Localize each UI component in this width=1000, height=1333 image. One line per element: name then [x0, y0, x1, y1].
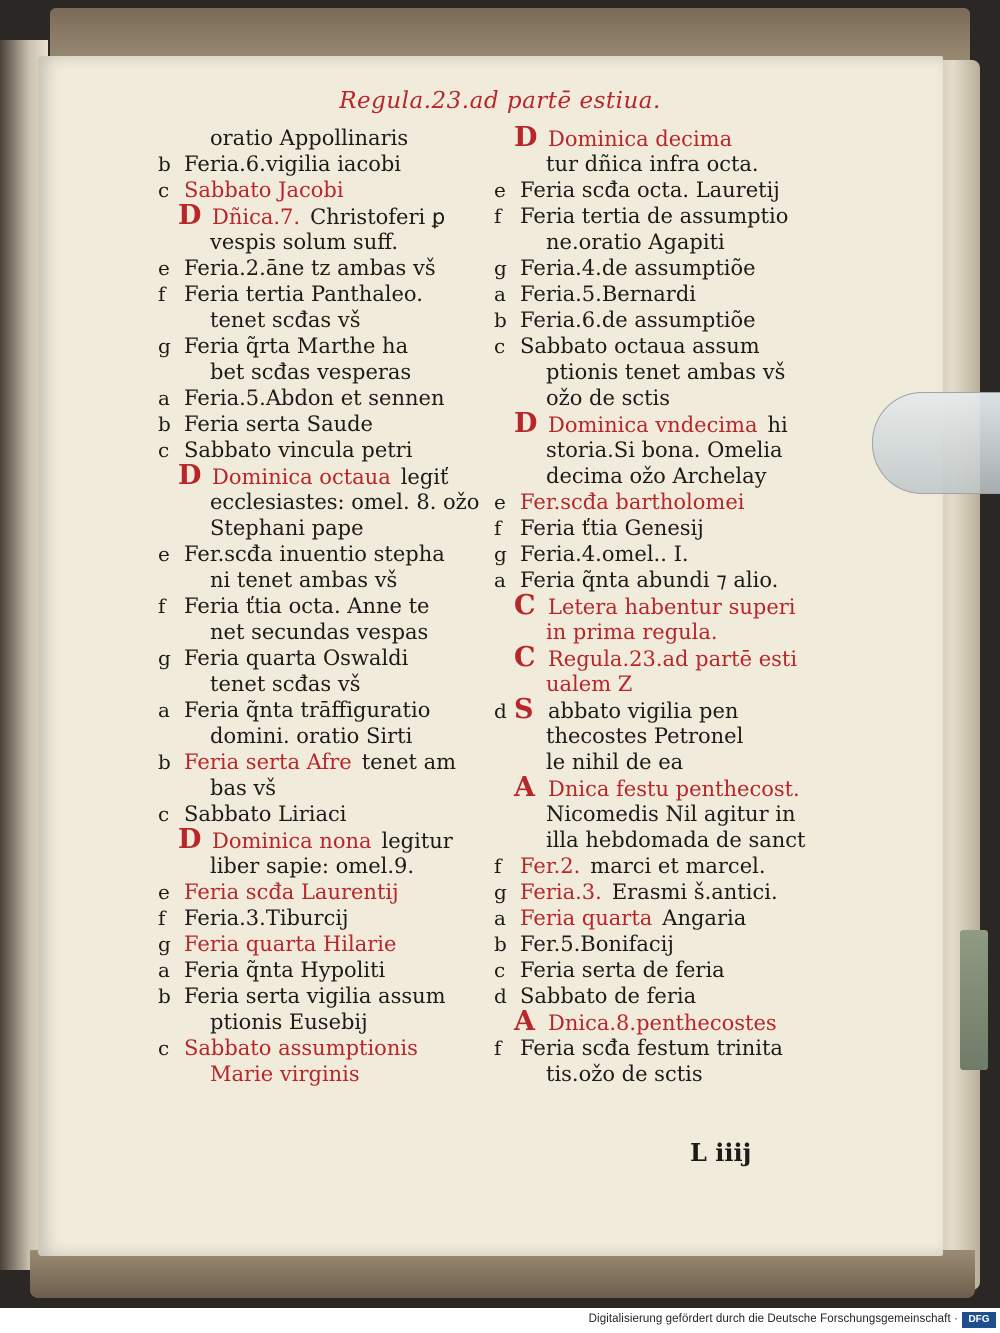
- dominical-letter: g: [494, 256, 507, 280]
- text-line: [494, 489, 834, 515]
- dominical-letter: c: [494, 334, 506, 358]
- body-text: thecostes Petronel: [546, 724, 744, 748]
- rubric-text: Dnica festu penthecost.: [548, 777, 800, 801]
- text-line: [494, 879, 834, 905]
- rubric-text: Sabbato Jacobi: [184, 178, 344, 202]
- text-line: [158, 515, 498, 541]
- rubric-initial: C: [514, 590, 536, 621]
- text-line: [494, 281, 834, 307]
- text-line: [158, 1061, 498, 1087]
- text-line: [158, 229, 498, 255]
- text-line: [158, 541, 498, 567]
- text-line: [494, 151, 834, 177]
- body-text: Stephani pape: [210, 516, 364, 540]
- text-line: [158, 879, 498, 905]
- text-line: [158, 801, 498, 827]
- text-line: [494, 749, 834, 775]
- funding-notice: Digitalisierung gefördert durch die Deutsche Forschungsgemeinschaft ·: [588, 1313, 958, 1325]
- rubric-text: Regula.23.ad partē esti: [548, 647, 798, 671]
- footer-bar: [0, 1308, 1000, 1333]
- body-text: domini. oratio Sirti: [210, 724, 413, 748]
- dominical-letter: b: [158, 750, 171, 774]
- text-line: [494, 408, 834, 439]
- body-text: Feria ťtia octa. Anne te: [184, 594, 430, 618]
- body-text: ne.oratio Agapiti: [546, 230, 725, 254]
- rubric-text: Dnica.8.penthecostes: [548, 1011, 777, 1035]
- page-tab-marker: [960, 930, 988, 1070]
- dominical-letter: a: [158, 698, 170, 722]
- body-text: ožo de sctis: [546, 386, 671, 410]
- dominical-letter: b: [494, 932, 507, 956]
- body-text: tenet am: [361, 750, 457, 774]
- rubric-initial: D: [178, 460, 202, 491]
- text-line: [158, 824, 498, 855]
- text-line: [494, 801, 834, 827]
- rubric-text: Feria serta Afre: [184, 750, 352, 774]
- body-text: legitur: [381, 829, 453, 853]
- text-line: [494, 723, 834, 749]
- left-text-column: [158, 125, 498, 1087]
- text-line: [158, 619, 498, 645]
- rubric-text: Dominica vndecima: [548, 413, 758, 437]
- text-line: [494, 931, 834, 957]
- text-line: [158, 307, 498, 333]
- rubric-initial: D: [178, 824, 202, 855]
- text-line: [494, 385, 834, 411]
- body-text: Feria serta Saude: [184, 412, 373, 436]
- text-line: [494, 515, 834, 541]
- dominical-letter: e: [494, 178, 506, 202]
- text-line: [158, 281, 498, 307]
- body-text: storia.Si bona. Omelia: [546, 438, 783, 462]
- body-text: Sabbato de feria: [520, 984, 697, 1008]
- body-text: ni tenet ambas vš: [210, 568, 398, 592]
- dominical-letter: g: [158, 334, 171, 358]
- rubric-text: Fer.scđa bartholomei: [520, 490, 745, 514]
- text-line: [494, 541, 834, 567]
- body-text: Christoferi ꝑ: [310, 205, 446, 229]
- text-line: [494, 642, 834, 673]
- text-line: [158, 671, 498, 697]
- body-text: decima ožo Archelay: [546, 464, 767, 488]
- rubric-text: Letera habentur superi: [548, 595, 796, 619]
- rubric-initial: C: [514, 642, 536, 673]
- text-line: [158, 489, 498, 515]
- dominical-letter: c: [158, 1036, 170, 1060]
- body-text: net secundas vespas: [210, 620, 429, 644]
- body-text: Angaria: [662, 906, 747, 930]
- dominical-letter: f: [158, 594, 166, 618]
- body-text: marci et marcel.: [590, 854, 766, 878]
- body-text: tis.ožo de sctis: [546, 1062, 703, 1086]
- rubric-text: in prima regula.: [546, 620, 718, 644]
- text-line: [494, 1006, 834, 1037]
- body-text: Feria ťtia Genesij: [520, 516, 704, 540]
- text-line: [494, 957, 834, 983]
- dominical-letter: e: [158, 542, 170, 566]
- rubric-text: ualem Z: [546, 672, 633, 696]
- text-line: [158, 1035, 498, 1061]
- text-line: [158, 645, 498, 671]
- body-text: Feria quarta Oswaldi: [184, 646, 409, 670]
- body-text: Sabbato octaua assum: [520, 334, 760, 358]
- text-line: [494, 772, 834, 803]
- dominical-letter: c: [158, 178, 170, 202]
- text-line: [158, 931, 498, 957]
- rubric-initial: D: [514, 408, 538, 439]
- body-text: Fer.5.Bonifacij: [520, 932, 674, 956]
- dominical-letter: e: [158, 880, 170, 904]
- dominical-letter: b: [494, 308, 507, 332]
- body-text: Feria.6.de assumptiõe: [520, 308, 756, 332]
- body-text: hi: [767, 413, 788, 437]
- folio-number: L iiij: [690, 1138, 752, 1167]
- body-text: Feria tertia de assumptio: [520, 204, 789, 228]
- text-line: [158, 957, 498, 983]
- text-line: [494, 463, 834, 489]
- text-line: [158, 983, 498, 1009]
- text-line: [158, 385, 498, 411]
- text-line: [494, 590, 834, 621]
- dominical-letter: e: [494, 490, 506, 514]
- body-text: Feria tertia Panthaleo.: [184, 282, 423, 306]
- text-line: [494, 1061, 834, 1087]
- body-text: Nicomedis Nil agitur in: [546, 802, 796, 826]
- rubric-text: Dominica decima: [548, 127, 733, 151]
- page-clip-holder: [872, 392, 1000, 494]
- body-text: vespis solum suff.: [210, 230, 399, 254]
- body-text: Feria q̃nta abundi ⁊ alio.: [520, 568, 779, 592]
- dfg-logo: DFG: [962, 1312, 996, 1328]
- dominical-letter: f: [494, 1036, 502, 1060]
- dominical-letter: c: [494, 958, 506, 982]
- rubric-text: Dñica.7.: [212, 205, 301, 229]
- text-line: [494, 983, 834, 1009]
- body-text: Feria.2.āne tz ambas vš: [184, 256, 436, 280]
- text-line: [494, 853, 834, 879]
- text-line: [494, 905, 834, 931]
- text-line: [158, 749, 498, 775]
- body-text: Feria q̃nta Hypoliti: [184, 958, 386, 982]
- text-line: [158, 151, 498, 177]
- body-text: Feria scđa festum trinita: [520, 1036, 783, 1060]
- body-text: ptionis Eusebij: [210, 1010, 368, 1034]
- text-line: [494, 437, 834, 463]
- body-text: illa hebdomada de sanct: [546, 828, 806, 852]
- text-line: [494, 694, 834, 725]
- book-bottom-edge: [30, 1250, 975, 1298]
- dominical-letter: f: [494, 204, 502, 228]
- body-text: Feria.6.vigilia iacobi: [184, 152, 402, 176]
- body-text: Feria.4.de assumptiõe: [520, 256, 756, 280]
- text-line: [158, 697, 498, 723]
- dominical-letter: e: [158, 256, 170, 280]
- text-line: [494, 333, 834, 359]
- dominical-letter: f: [158, 906, 166, 930]
- dominical-letter: c: [158, 438, 170, 462]
- body-text: bet scđas vesperas: [210, 360, 412, 384]
- rubric-text: Sabbato assumptionis: [184, 1036, 418, 1060]
- body-text: Feria.5.Abdon et sennen: [184, 386, 445, 410]
- body-text: Feria serta vigilia assum: [184, 984, 446, 1008]
- text-line: [494, 567, 834, 593]
- text-line: [158, 723, 498, 749]
- dominical-letter: f: [494, 516, 502, 540]
- body-text: ecclesiastes: omel. 8. ožo: [210, 490, 480, 514]
- text-line: [158, 333, 498, 359]
- text-line: [158, 411, 498, 437]
- text-line: [158, 255, 498, 281]
- body-text: tur dñica infra octa.: [546, 152, 759, 176]
- body-text: Erasmi š.antici.: [611, 880, 778, 904]
- dominical-letter: c: [158, 802, 170, 826]
- text-line: [158, 593, 498, 619]
- dominical-letter: g: [158, 646, 171, 670]
- dominical-letter: b: [158, 984, 171, 1008]
- body-text: bas vš: [210, 776, 277, 800]
- text-line: [494, 255, 834, 281]
- rubric-initial: A: [514, 1006, 535, 1037]
- body-text: ptionis tenet ambas vš: [546, 360, 786, 384]
- text-line: [494, 1035, 834, 1061]
- rubric-text: Dominica octaua: [212, 465, 391, 489]
- body-text: le nihil de ea: [546, 750, 684, 774]
- body-text: Feria.3.Tiburcij: [184, 906, 349, 930]
- right-text-column: [494, 122, 834, 1087]
- dominical-letter: a: [494, 906, 506, 930]
- dominical-letter: g: [494, 542, 507, 566]
- rubric-text: Feria.3.: [520, 880, 602, 904]
- body-text: Feria q̃rta Marthe ha: [184, 334, 409, 358]
- body-text: Feria.5.Bernardi: [520, 282, 696, 306]
- text-line: [158, 905, 498, 931]
- text-line: [494, 122, 834, 153]
- dominical-letter: g: [494, 880, 507, 904]
- text-line: [494, 203, 834, 229]
- rubric-text: Fer.2.: [520, 854, 581, 878]
- dominical-letter: d: [494, 699, 507, 723]
- text-line: [494, 619, 834, 645]
- dominical-letter: b: [158, 152, 171, 176]
- rubric-text: Feria scđa Laurentij: [184, 880, 399, 904]
- body-text: tenet scđas vš: [210, 308, 361, 332]
- text-line: [158, 1009, 498, 1035]
- rubric-text: Dominica nona: [212, 829, 372, 853]
- body-text: Feria q̃nta trāffiguratio: [184, 698, 431, 722]
- body-text: Feria scđa octa. Lauretij: [520, 178, 780, 202]
- dominical-letter: a: [494, 568, 506, 592]
- text-line: [158, 460, 498, 491]
- dominical-letter: a: [158, 958, 170, 982]
- text-line: [158, 125, 498, 151]
- dominical-letter: d: [494, 984, 507, 1008]
- dominical-letter: a: [158, 386, 170, 410]
- text-line: [158, 567, 498, 593]
- body-text: Feria serta de feria: [520, 958, 725, 982]
- rubric-initial: D: [178, 200, 202, 231]
- dominical-letter: f: [494, 854, 502, 878]
- body-text: legiť: [400, 465, 449, 489]
- body-text: oratio Appollinaris: [210, 126, 409, 150]
- body-text: Sabbato Liriaci: [184, 802, 347, 826]
- text-line: [158, 437, 498, 463]
- text-line: [158, 200, 498, 231]
- dominical-letter: g: [158, 932, 171, 956]
- rubric-initial: A: [514, 772, 535, 803]
- rubric-initial: D: [514, 122, 538, 153]
- text-line: [158, 359, 498, 385]
- body-text: Feria.4.omel.. I.: [520, 542, 689, 566]
- text-line: [494, 229, 834, 255]
- dominical-letter: a: [494, 282, 506, 306]
- running-header: Regula.23.ad partē estiua.: [339, 88, 661, 114]
- text-line: [494, 307, 834, 333]
- body-text: abbato vigilia pen: [548, 699, 739, 723]
- dominical-letter: b: [158, 412, 171, 436]
- body-text: Sabbato vincula petri: [184, 438, 413, 462]
- body-text: Fer.scđa inuentio stepha: [184, 542, 445, 566]
- text-line: [158, 775, 498, 801]
- body-text: liber sapie: omel.9.: [210, 854, 415, 878]
- rubric-text: Marie virginis: [210, 1062, 360, 1086]
- body-text: tenet scđas vš: [210, 672, 361, 696]
- text-line: [158, 853, 498, 879]
- text-line: [494, 177, 834, 203]
- text-line: [494, 671, 834, 697]
- text-line: [158, 177, 498, 203]
- dominical-letter: f: [158, 282, 166, 306]
- rubric-text: Feria quarta: [520, 906, 653, 930]
- rubric-text: Feria quarta Hilarie: [184, 932, 397, 956]
- text-line: [494, 359, 834, 385]
- text-line: [494, 827, 834, 853]
- rubric-initial: S: [514, 694, 534, 725]
